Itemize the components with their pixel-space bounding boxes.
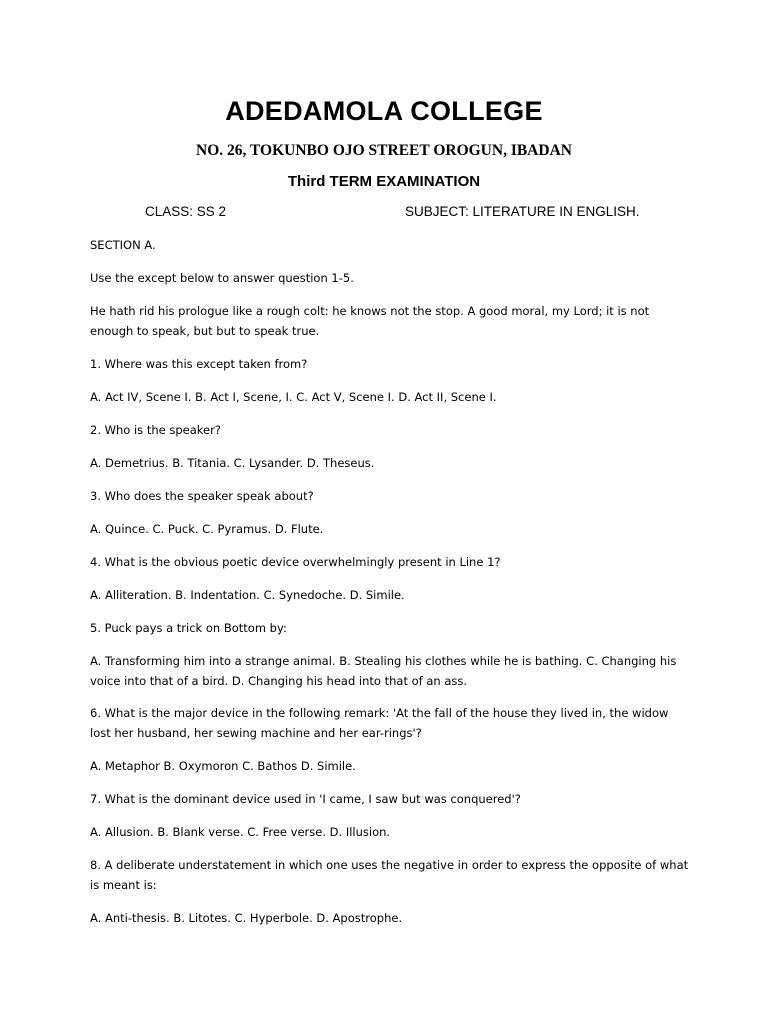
question-5: 5. Puck pays a trick on Bottom by: — [90, 621, 287, 635]
subject-label: SUBJECT: LITERATURE IN ENGLISH. — [405, 204, 640, 219]
section-instruction: Use the except below to answer question 1-5. — [90, 271, 354, 285]
question-7: 7. What is the dominant device used in 'I came, I saw but was conquered'? — [90, 792, 521, 806]
school-name: ADEDAMOLA COLLEGE — [225, 96, 543, 126]
question-8: 8. A deliberate understatement in which one uses the negative in order to express the opposite of what is meant is: — [90, 858, 689, 892]
school-address: NO. 26, TOKUNBO OJO STREET OROGUN, IBADAN — [196, 142, 572, 159]
question-3: 3. Who does the speaker speak about? — [90, 489, 314, 503]
question-4-options: A. Alliteration. B. Indentation. C. Synedoche. D. Simile. — [90, 588, 405, 602]
question-3-options: A. Quince. C. Puck. C. Pyramus. D. Flute. — [90, 522, 324, 536]
question-4: 4. What is the obvious poetic device overwhelmingly present in Line 1? — [90, 555, 501, 569]
exam-title: Third TERM EXAMINATION — [287, 173, 481, 190]
excerpt-text: He hath rid his prologue like a rough colt: he knows not the stop. A good moral, my Lord; it is not enough to speak, but but to speak true. — [90, 304, 650, 338]
question-2-options: A. Demetrius. B. Titania. C. Lysander. D. Theseus. — [90, 456, 375, 470]
section-title: SECTION A. — [90, 238, 156, 252]
question-1-options: A. Act IV, Scene I. B. Act I, Scene, I. C. Act V, Scene I. D. Act II, Scene I. — [90, 390, 497, 404]
question-8-options: A. Anti-thesis. B. Litotes. C. Hyperbole. D. Apostrophe. — [90, 911, 403, 925]
question-1: 1. Where was this except taken from? — [90, 357, 308, 371]
question-6: 6. What is the major device in the following remark: 'At the fall of the house they lived in, the widow lost her husband, her sewing machine and her ear-rings'? — [90, 706, 669, 740]
class-label: CLASS: SS 2 — [145, 204, 227, 219]
question-7-options: A. Allusion. B. Blank verse. C. Free verse. D. Illusion. — [90, 825, 391, 839]
question-6-options: A. Metaphor B. Oxymoron C. Bathos D. Simile. — [90, 759, 356, 773]
question-5-options: A. Transforming him into a strange animal. B. Stealing his clothes while he is bathing. C. Changing his voice into that of a bird. D. Changing his head into that of an ass. — [90, 654, 677, 688]
question-2: 2. Who is the speaker? — [90, 423, 221, 437]
